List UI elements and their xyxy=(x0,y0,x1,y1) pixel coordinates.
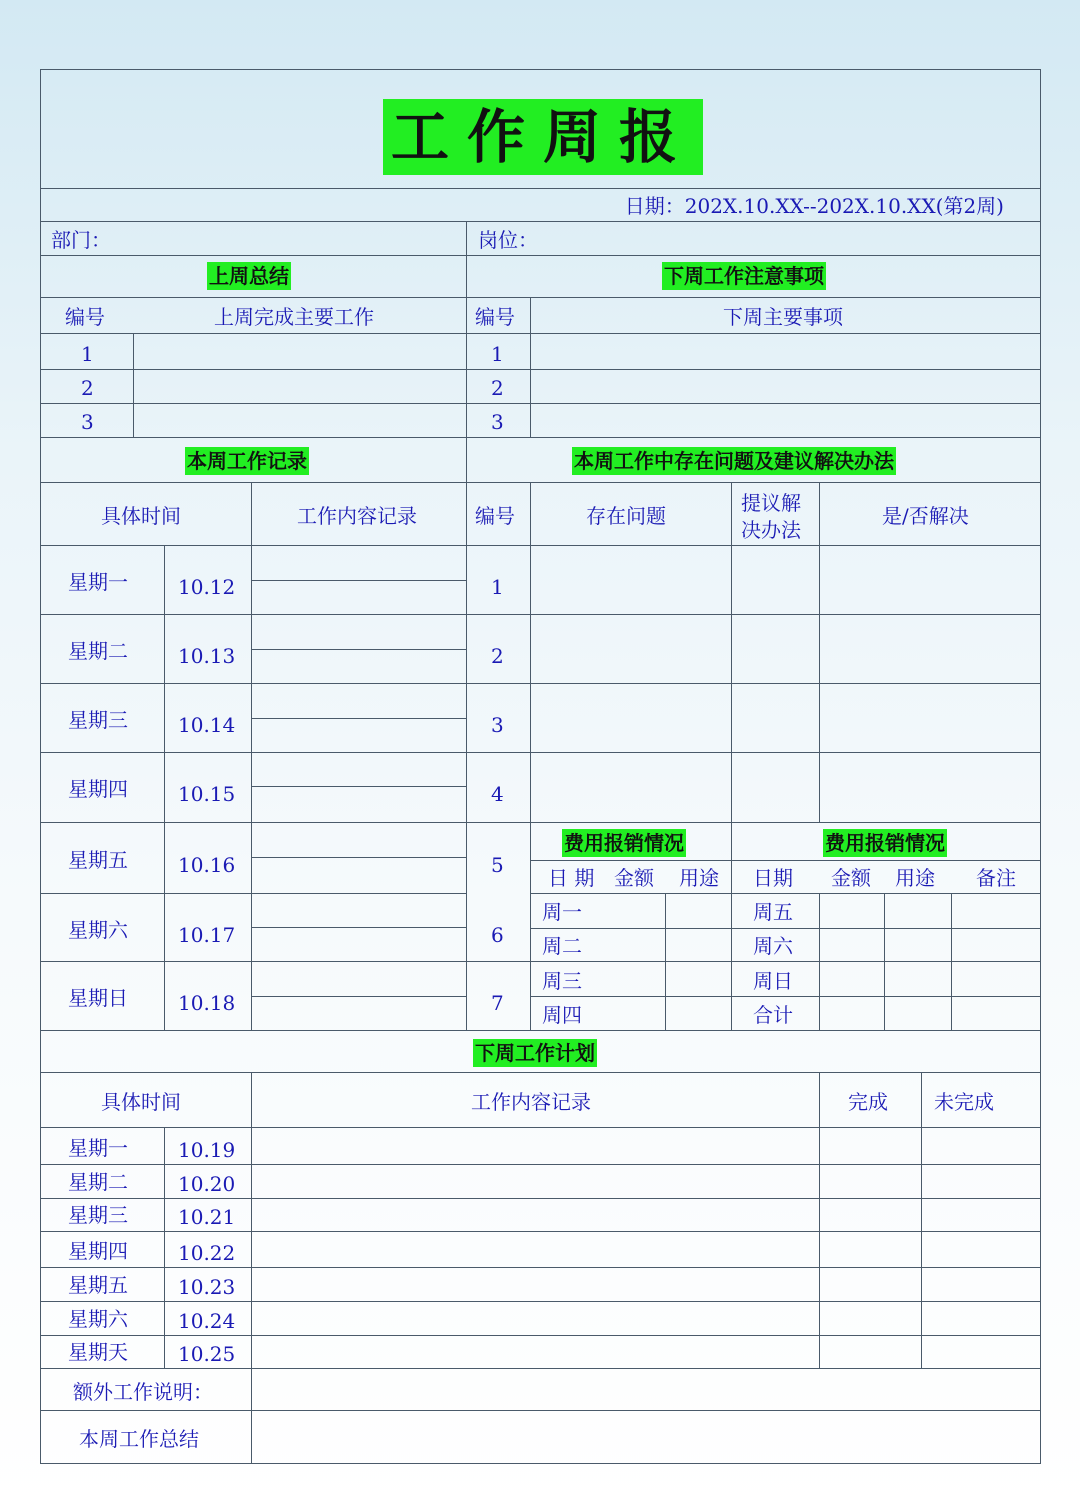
plan-date: 10.25 xyxy=(178,1342,236,1366)
grid-line xyxy=(41,614,1041,615)
grid-line xyxy=(41,1127,1041,1128)
department-label[interactable]: 部门： xyxy=(51,228,111,252)
weekday-label: 星期日 xyxy=(68,986,128,1010)
plan-date: 10.20 xyxy=(178,1172,236,1196)
date-range: 日期：202X.10.XX--202X.10.XX(第2周) xyxy=(624,194,1004,218)
grid-line xyxy=(41,1267,1041,1268)
grid-line xyxy=(530,996,1041,997)
expense-header-left: 费用报销情况 xyxy=(564,831,684,855)
grid-line xyxy=(41,1231,1041,1232)
grid-line xyxy=(251,580,466,581)
weekday-label: 星期一 xyxy=(68,570,128,594)
grid-line xyxy=(41,403,1041,404)
grid-line xyxy=(133,333,134,437)
grid-line xyxy=(530,482,531,1030)
weekly-report-form xyxy=(40,69,1041,1464)
plan-day: 星期六 xyxy=(68,1307,128,1331)
expense-day: 周一 xyxy=(542,900,582,924)
grid-line xyxy=(41,1030,1041,1031)
plan-date: 10.23 xyxy=(178,1275,236,1299)
problem-number: 7 xyxy=(491,991,504,1015)
grid-line xyxy=(41,1301,1041,1302)
grid-line xyxy=(41,1164,1041,1165)
grid-line xyxy=(665,893,666,1030)
expense-day: 周四 xyxy=(542,1003,582,1027)
row-number: 3 xyxy=(81,410,94,434)
expense-day: 周日 xyxy=(753,969,793,993)
expense-day: 周二 xyxy=(542,934,582,958)
weekday-date: 10.15 xyxy=(178,782,236,806)
weekday-label: 星期五 xyxy=(68,848,128,872)
plan-col-undone: 未完成 xyxy=(934,1090,994,1114)
weekday-label: 星期二 xyxy=(68,639,128,663)
grid-line xyxy=(41,188,1041,189)
expense-col-amount-right: 金额 xyxy=(831,866,871,890)
grid-line xyxy=(251,996,466,997)
weekday-date: 10.16 xyxy=(178,853,236,877)
col-resolved: 是/否解决 xyxy=(882,504,969,528)
grid-line xyxy=(530,860,1041,861)
grid-line xyxy=(41,1072,1041,1073)
page-title: 工作周报 xyxy=(383,99,703,175)
grid-line xyxy=(41,221,1041,222)
weekday-date: 10.14 xyxy=(178,713,236,737)
weekday-label: 星期四 xyxy=(68,777,128,801)
problem-number: 2 xyxy=(491,644,504,668)
grid-line xyxy=(466,221,467,1030)
weekday-date: 10.18 xyxy=(178,991,236,1015)
plan-col-done: 完成 xyxy=(848,1090,888,1114)
expense-col-note: 备注 xyxy=(976,866,1016,890)
plan-day: 星期天 xyxy=(68,1340,128,1364)
expense-col-date: 日 期 xyxy=(548,866,595,890)
grid-line xyxy=(41,893,466,894)
col-no-problems: 编号 xyxy=(475,504,515,528)
problems-header: 本周工作中存在问题及建议解决办法 xyxy=(574,449,894,473)
grid-line xyxy=(41,482,1041,483)
plan-col-content: 工作内容记录 xyxy=(471,1090,591,1114)
col-no-right: 编号 xyxy=(475,305,515,329)
col-suggest-line1: 提议解 xyxy=(741,491,801,515)
expense-total: 合计 xyxy=(753,1003,793,1027)
grid-line xyxy=(951,893,952,1030)
grid-line xyxy=(164,545,165,1030)
grid-line xyxy=(251,1072,252,1464)
weekday-date: 10.17 xyxy=(178,923,236,947)
grid-line xyxy=(41,255,1041,256)
grid-line xyxy=(251,718,466,719)
grid-line xyxy=(41,297,1041,298)
grid-line xyxy=(731,482,732,1030)
this-week-log-header: 本周工作记录 xyxy=(187,449,307,473)
plan-day: 星期二 xyxy=(68,1170,128,1194)
grid-line xyxy=(530,893,1041,894)
grid-line xyxy=(41,437,1041,438)
last-week-summary-header: 上周总结 xyxy=(209,264,289,288)
weekday-label: 星期三 xyxy=(68,708,128,732)
grid-line xyxy=(530,297,531,437)
next-week-notes-header: 下周工作注意事项 xyxy=(664,264,824,288)
row-number: 2 xyxy=(491,376,504,400)
grid-line xyxy=(41,1410,1041,1411)
grid-line xyxy=(251,649,466,650)
position-label[interactable]: 岗位： xyxy=(478,228,538,252)
col-content: 工作内容记录 xyxy=(297,504,417,528)
col-no-left: 编号 xyxy=(65,305,105,329)
weekday-date: 10.12 xyxy=(178,575,236,599)
expense-day: 周三 xyxy=(542,969,582,993)
grid-line xyxy=(41,545,1041,546)
col-time: 具体时间 xyxy=(101,504,181,528)
grid-line xyxy=(164,1127,165,1368)
plan-date: 10.21 xyxy=(178,1205,236,1229)
weekday-label: 星期六 xyxy=(68,918,128,942)
plan-day: 星期五 xyxy=(68,1273,128,1297)
col-problem: 存在问题 xyxy=(586,504,666,528)
expense-col-purpose-right: 用途 xyxy=(895,866,935,890)
problem-number: 5 xyxy=(491,853,504,877)
grid-line xyxy=(41,1368,1041,1369)
grid-line xyxy=(41,1335,1041,1336)
grid-line xyxy=(819,482,820,822)
problem-number: 1 xyxy=(491,575,504,599)
grid-line xyxy=(819,1072,820,1368)
row-number: 1 xyxy=(81,342,94,366)
weekday-date: 10.13 xyxy=(178,644,236,668)
grid-line xyxy=(41,822,1041,823)
extra-work-label: 额外工作说明： xyxy=(73,1380,213,1404)
week-summary-label: 本周工作总结 xyxy=(79,1427,199,1451)
grid-line xyxy=(41,333,1041,334)
plan-day: 星期三 xyxy=(68,1203,128,1227)
grid-line xyxy=(819,893,820,1030)
col-last-done: 上周完成主要工作 xyxy=(214,305,374,329)
col-suggest-line2: 决办法 xyxy=(741,518,801,542)
row-number: 3 xyxy=(491,410,504,434)
plan-col-time: 具体时间 xyxy=(101,1090,181,1114)
grid-line xyxy=(41,1198,1041,1199)
grid-line xyxy=(251,857,466,858)
expense-header-right: 费用报销情况 xyxy=(825,831,945,855)
plan-date: 10.24 xyxy=(178,1309,236,1333)
grid-line xyxy=(41,369,1041,370)
expense-day: 周六 xyxy=(753,934,793,958)
plan-day: 星期四 xyxy=(68,1239,128,1263)
row-number: 2 xyxy=(81,376,94,400)
expense-col-amount: 金额 xyxy=(614,866,654,890)
problem-number: 6 xyxy=(491,923,504,947)
grid-line xyxy=(41,683,1041,684)
expense-day: 周五 xyxy=(753,900,793,924)
grid-line xyxy=(251,482,252,1030)
grid-line xyxy=(41,752,1041,753)
col-next-items: 下周主要事项 xyxy=(723,305,843,329)
plan-date: 10.22 xyxy=(178,1241,236,1265)
grid-line xyxy=(921,1072,922,1368)
row-number: 1 xyxy=(491,342,504,366)
grid-line xyxy=(251,786,466,787)
problem-number: 3 xyxy=(491,713,504,737)
expense-col-date-right: 日期 xyxy=(753,866,793,890)
problem-number: 4 xyxy=(491,782,504,806)
grid-line xyxy=(41,961,1041,962)
next-week-plan-header: 下周工作计划 xyxy=(475,1041,595,1065)
grid-line xyxy=(251,927,466,928)
expense-col-purpose: 用途 xyxy=(679,866,719,890)
plan-day: 星期一 xyxy=(68,1136,128,1160)
plan-date: 10.19 xyxy=(178,1138,236,1162)
grid-line xyxy=(530,928,1041,929)
grid-line xyxy=(884,893,885,1030)
